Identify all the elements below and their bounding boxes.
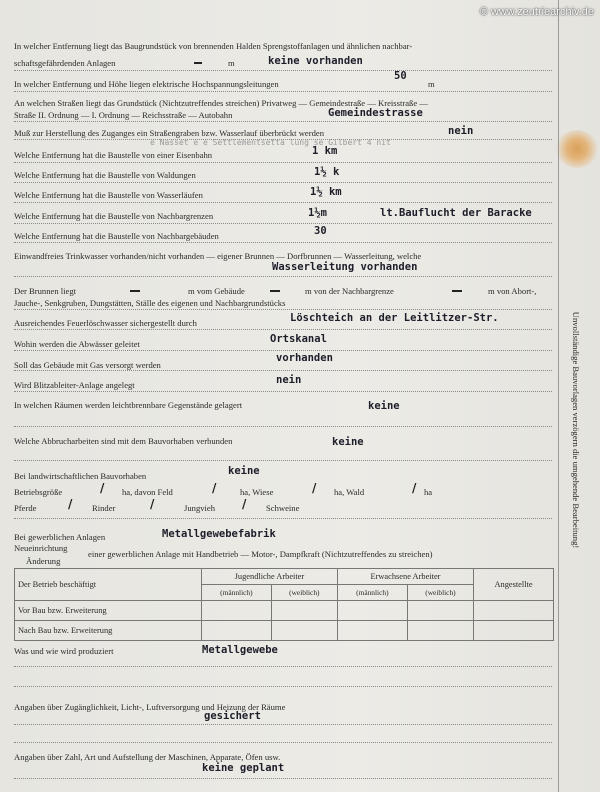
landw-label: Bei landwirtschaftlichen Bauvorhaben [14, 471, 147, 481]
cell [202, 621, 272, 641]
neu-label: Neueinrichtung [14, 543, 68, 553]
col-erwachsene: Erwachsene Arbeiter [337, 569, 473, 585]
col-angestellte: Angestellte [474, 569, 554, 601]
abwasser-label: Wohin werden die Abwässer geleitet [14, 339, 140, 349]
blitz-value: nein [276, 374, 302, 386]
prod-label: Was und wie wird produziert [14, 646, 114, 656]
gewerb-label2: einer gewerblichen Anlage mit Handbetrieb — Motor-, Dampfkraft (Nichtzutreffendes zu streichen) [88, 549, 433, 559]
brunnen-label-a: Der Brunnen liegt [14, 286, 77, 296]
rule [14, 686, 552, 687]
slash-mark: / [150, 497, 155, 511]
nachbar-label: Welche Entfernung hat die Baustelle von Nachbargebäuden [14, 231, 219, 241]
jungvieh-label: Jungvieh [184, 503, 216, 513]
slash-mark: / [212, 481, 217, 495]
cell [271, 621, 337, 641]
rule [14, 121, 552, 122]
rule [14, 91, 552, 92]
faint-overprint: e Nasset e e Settlementsetta lung se Gilbert 4 nit [150, 138, 391, 147]
side-note [566, 270, 586, 600]
masch-value: keine geplant [202, 762, 285, 774]
blank-dash [452, 290, 462, 292]
feuer-value: Löschteich an der Leitlitzer-Str. [290, 312, 499, 324]
wald-label: Welche Entfernung hat die Baustelle von Waldungen [14, 170, 196, 180]
brenn-label: In welchen Räumen werden leichtbrennbare Gegenstände gelagert [14, 400, 243, 410]
rule [14, 391, 552, 392]
wasser-value: 1½ km [310, 186, 342, 198]
wasser-label: Welche Entfernung hat die Baustelle von Wasserläufen [14, 190, 203, 200]
nachbar-value: 30 [314, 225, 327, 237]
blank-dash [270, 290, 280, 292]
sub-weiblich: (weiblich) [407, 585, 473, 601]
schweine-label: Schweine [266, 503, 300, 513]
rule [14, 309, 552, 310]
rule [14, 666, 552, 667]
cell [271, 601, 337, 621]
slash-mark: / [412, 481, 417, 495]
slash-mark: / [312, 481, 317, 495]
masch-label: Angaben über Zahl, Art und Aufstellung der Maschinen, Apparate, Öfen usw. [14, 752, 281, 762]
rule [14, 370, 552, 371]
rule [14, 350, 552, 351]
abwasser-value: Ortskanal [270, 333, 327, 345]
grenze-value: 1½m [308, 207, 327, 219]
col-betrieb: Der Betrieb beschäftigt [15, 569, 202, 601]
slash-mark: / [242, 497, 247, 511]
col-jugendliche: Jugendliche Arbeiter [202, 569, 338, 585]
rule [14, 223, 552, 224]
gas-value: vorhanden [276, 352, 333, 364]
brunnen-label-b: m vom Gebäude [188, 286, 245, 296]
trink-value: Wasserleitung vorhanden [272, 261, 418, 273]
rule [14, 276, 552, 277]
table-row [15, 621, 554, 641]
pferde-label: Pferde [14, 503, 37, 513]
trink-label: Einwandfreies Trinkwasser vorhanden/nicht vorhanden — eigener Brunnen — Dorfbrunnen — Wasserleitung, welche [14, 251, 422, 261]
blitz-label: Wird Blitzableiter-Anlage angelegt [14, 380, 135, 390]
betrieb-label-b: ha, davon Feld [122, 487, 173, 497]
rule [14, 70, 552, 71]
row-vor-bau: Vor Bau bzw. Erweiterung [15, 601, 202, 621]
feuer-label: Ausreichendes Feuerlöschwasser sichergestellt durch [14, 318, 197, 328]
slash-mark: / [68, 497, 73, 511]
sub-maennlich: (männlich) [202, 585, 272, 601]
unit-m: m [428, 79, 435, 89]
gas-label: Soll das Gebäude mit Gas versorgt werden [14, 360, 161, 370]
cell [337, 621, 407, 641]
rule [14, 426, 552, 427]
rule [14, 139, 552, 140]
hochsp-label: In welcher Entfernung und Höhe liegen elektrische Hochspannungsleitungen [14, 79, 279, 89]
aend-label: Änderung [26, 556, 61, 566]
employee-table [14, 568, 554, 641]
rule [14, 778, 552, 779]
blank-dash [130, 290, 140, 292]
zug-value: gesichert [204, 710, 261, 722]
cell [407, 601, 473, 621]
halden-label2: schaftsgefährdenden Anlagen [14, 58, 116, 68]
graben-value: nein [448, 125, 474, 137]
slash-mark: / [100, 481, 105, 495]
cell [407, 621, 473, 641]
rule [14, 329, 552, 330]
wald-value: 1½ k [314, 166, 340, 178]
cell [337, 601, 407, 621]
strassen-label: An welchen Straßen liegt das Grundstück (Nichtzutreffendes streichen) Privatweg — Gemeindestraße — Kreisstraße — [14, 98, 428, 108]
betrieb-label-d: ha, Wald [334, 487, 365, 497]
brunnen-label2: Jauche-, Senkgruben, Dungstätten, Ställe des eigenen und Nachbargrundstücks [14, 298, 286, 308]
grenze-label: Welche Entfernung hat die Baustelle von Nachbargrenzen [14, 211, 214, 221]
rinder-label: Rinder [92, 503, 116, 513]
rule [14, 182, 552, 183]
grenze-value2: lt.Bauflucht der Baracke [380, 207, 532, 219]
abbruch-value: keine [332, 436, 364, 448]
margin-line [558, 0, 559, 792]
rule [14, 202, 552, 203]
hochsp-value: 50 [394, 70, 407, 82]
table-row [15, 601, 554, 621]
brunnen-label-d: m von Abort-, [488, 286, 537, 296]
watermark: © www.zeutriearchiv.de [479, 6, 594, 18]
cell [202, 601, 272, 621]
rule [14, 518, 552, 519]
betrieb-label-a: Betriebsgröße [14, 487, 63, 497]
halden-value: keine vorhanden [268, 55, 363, 67]
unit-m: m [228, 58, 235, 68]
landw-value: keine [228, 465, 260, 477]
side-note-text: Unvollständige Bauvorlagen verzögern die umgehende Bearbeitung! [571, 311, 581, 549]
rule [14, 242, 552, 243]
brunnen-label-c: m von der Nachbargrenze [305, 286, 394, 296]
rule [14, 724, 552, 725]
gewerb-label: Bei gewerblichen Anlagen [14, 532, 106, 542]
eisenbahn-value: 1 km [312, 145, 338, 157]
strassen-value: Gemeindestrasse [328, 107, 423, 119]
zug-label: Angaben über Zugänglichkeit, Licht-, Luftversorgung und Heizung der Räume [14, 702, 286, 712]
stain-mark [556, 130, 598, 168]
betrieb-label-c: ha, Wiese [240, 487, 274, 497]
rule [14, 742, 552, 743]
blank-dash [194, 62, 202, 64]
sub-weiblich: (weiblich) [271, 585, 337, 601]
graben-label: Muß zur Herstellung des Zuganges ein Straßengraben bzw. Wasserlauf überbrückt werden [14, 128, 325, 138]
betrieb-label-e: ha [424, 487, 433, 497]
abbruch-label: Welche Abbrucharbeiten sind mit dem Bauvorhaben verbunden [14, 436, 233, 446]
cell [474, 621, 554, 641]
rule [14, 460, 552, 461]
eisenbahn-label: Welche Entfernung hat die Baustelle von einer Eisenbahn [14, 150, 213, 160]
prod-value: Metallgewebe [202, 644, 278, 656]
sub-maennlich: (männlich) [337, 585, 407, 601]
rule [14, 162, 552, 163]
halden-label: In welcher Entfernung liegt das Baugrundstück von brennenden Halden Sprengstoffanlagen und ähnlichen nachbar- [14, 41, 413, 51]
row-nach-bau: Nach Bau bzw. Erweiterung [15, 621, 202, 641]
cell [474, 601, 554, 621]
strassen-label2: Straße II. Ordnung — I. Ordnung — Reichsstraße — Autobahn [14, 110, 233, 120]
brenn-value: keine [368, 400, 400, 412]
gewerb-value: Metallgewebefabrik [162, 528, 276, 540]
